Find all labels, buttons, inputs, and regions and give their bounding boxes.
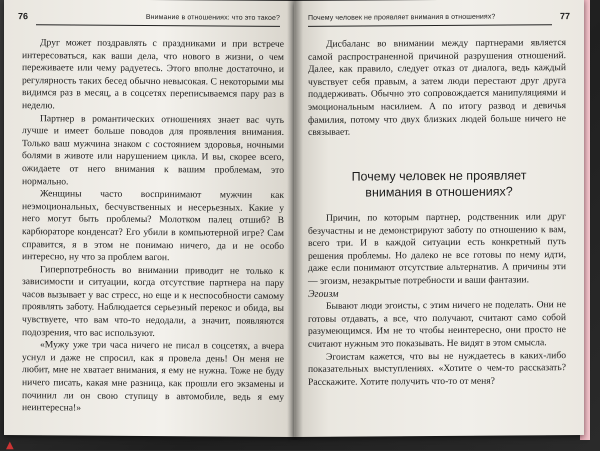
- page-number: 76: [18, 11, 29, 22]
- open-book: [4, 0, 590, 440]
- section-heading: Почему человек не проявляет внимания в отношениях?: [351, 168, 527, 200]
- left-page: [4, 0, 294, 437]
- left-page-body: [22, 37, 284, 417]
- right-page-header: [308, 11, 570, 27]
- page-number: 77: [559, 11, 570, 22]
- subheading: Эгоизм: [308, 288, 339, 300]
- paragraph: Причин, по которым партнер, родственник или друг безучастны и не демонстрируют заботу по отношению к вам, всего три. И в каждой ситуации есть конкретный путь решения проблемы. Но далеко не все готовы по нему идти, даже если понимают отсутствие альтернатив. А причины эти — эгоизм, незакрытые потребности и ваши фантазии.: [308, 211, 566, 287]
- header-rule: [308, 24, 552, 27]
- running-title: Внимание в отношениях: что это такое?: [145, 13, 280, 22]
- paragraph: Женщины часто воспринимают мужчин как неэмоциональных, бесчувственных и несерьезных. Какие у него могут быть проблемы? Молотком палец отшиб? В карбюраторе конденсат? Его убили в компьютерной игре? Сам справится, я в этом не понимаю ничего, да и не особо интересно, ну что за проблем вагон.: [22, 188, 284, 264]
- paragraph: Дисбаланс во внимании между партнерами является самой распространенной причиной разрушения отношений. Далее, как правило, следует отказ от диалога, ведь каждый чувствует себя правым, а затем люди перестают друг друга поддерживать. Обычно это сопровождается манипуляциями и эмоциональным насилием. А по итогу развод и девичья фамилия, потому что двух близких людей больше ничего не связывает.: [308, 37, 566, 139]
- book-gutter: [287, 0, 303, 440]
- paragraph: Партнер в романтических отношениях знает вас чуть лучше и имеет больше поводов для проявления внимания. Только ваш мужчина знаком с состоянием здоровья, ночными болями в животе или нарушением цикла. И вы, скорее всего, ожидаете от него внимания к вашим проблемам, это нормально.: [22, 112, 284, 187]
- right-page: [294, 0, 584, 437]
- paragraph: Гиперпотребность во внимании приводит не только к зависимости и ситуации, когда отсутствие партнера на пару часов вызывает у вас стресс, но еще и к неспособности самому проявлять заботу. Наблюдается серьезный перекос и обида, вы чувствуете, что вам что-то недодали, а значит, появляются подозрения, что вас используют.: [22, 263, 284, 339]
- left-page-header: [18, 11, 280, 27]
- right-page-body: [308, 211, 566, 389]
- paragraph: Друг может поздравлять с праздниками и при встрече интересоваться, как ваши дела, что нового в жизни, о чем переживаете или чему радуетесь. Этого вполне достаточно, и регулярность таких бесед обычно невысокая. С некоторыми мы видимся раз в месяц, а в соцсетях переписываемся пару раз в неделю.: [22, 37, 284, 112]
- paragraph: Бывают люди эгоисты, с этим ничего не поделать. Они не готовы отдавать, а все, что получают, считают само собой разумеющимся. Им не то чтобы неинтересно, они просто не считают нужным это показывать. Не видят в этом смысла.: [308, 299, 566, 350]
- running-title: Почему человек не проявляет внимания в отношениях?: [308, 13, 496, 22]
- paragraph: «Мужу уже три часа ничего не писал в соцсетях, а вчера уснул и даже не спросил, как я провела день! Он меня не любит, мне не хватает внимания, я ему не нужна. Тоже не буду ничего писать, какая мне разница, как прошли его экзамены и починил ли он свою ступицу в автомобиле, ведь я ему неинтересна!»: [22, 339, 284, 414]
- header-rule: [36, 24, 280, 27]
- warning-icon: ▲: [6, 440, 14, 451]
- right-page-intro: [308, 37, 566, 140]
- paragraph: Эгоистам кажется, что вы не нуждаетесь в каких-либо показательных выступлениях. «Хотите о чем-то рассказать? Расскажите. Хотите получить что-то от меня?: [308, 349, 566, 388]
